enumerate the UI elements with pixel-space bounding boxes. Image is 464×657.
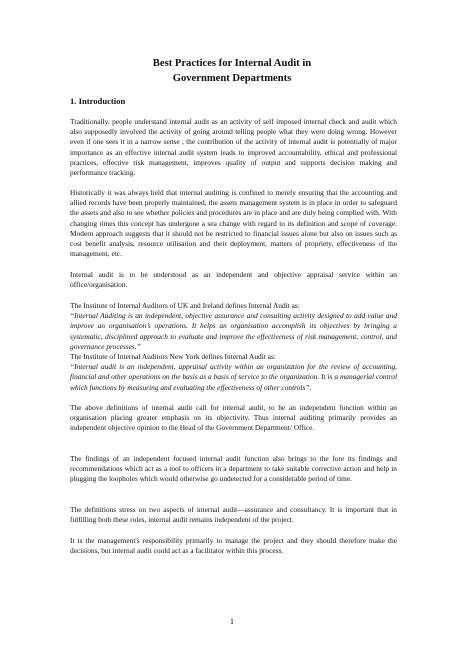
document-title <box>0 56 464 86</box>
paragraph-traditional-view: Traditionally, people understand internal audit as an activity of self imposed internal check and audit which also supposedly involved the activity of going around telling people what they were doing wrong. However even if one sees it in a narrow sense , the contribution of the activity of internal audit is potentially of major importance as an effective internal audit system leads to improved accountability, ethical and professional practices, effective risk management, improves quality of output and supports decision making and performance tracking. <box>70 117 397 178</box>
paragraph-independence: The above definitions of internal audit call for internal audit, to be an independent function within an organisation placing greater emphasis on its objectivity. Thus internal auditing primarily provides an independent objective opinion to the Head of the Government Department/ Office. <box>70 403 397 433</box>
title-line-1: Best Practices for Internal Audit in <box>152 58 312 69</box>
paragraph-historical-view: Historically it was always held that internal auditing is confined to merely ensuring that the accounting and allied records have been properly maintained, the assets management system is in place in order to safeguard the assets and also to see whether policies and procedures are in place and are duly being complied with. With changing times this concept has undergone a sea change with regard to its definition and scope of coverage. Modern approach suggests that it should not be restricted to financial issues alone but also on issues such as cost benefit analysis, resource utilisation and their deployment, matters of propriety, effectiveness of the management, etc. <box>70 188 397 259</box>
paragraph-iia-ny-definition <box>70 352 397 393</box>
paragraph-definition-summary: Internal audit is to be understood as an independent and objective appraisal service within an office/organisation. <box>70 270 397 290</box>
iia-uk-intro: The Institute of Internal Auditors of UK and Ireland defines Internal Audit as: <box>70 301 300 310</box>
page-number: 1 <box>229 617 235 626</box>
title-line-2: Government Departments <box>172 73 292 84</box>
iia-uk-quote: “Internal Auditing is an independent, objective assurance and consulting activity designed to add value and improve an organisation’s operations. It helps an organisation accomplish its objectives by bringing a systematic, disciplined approach to evaluate and improve the effectiveness of risk management, control, and governance processes.” <box>70 311 397 351</box>
section-heading-introduction: 1. Introduction <box>70 96 126 106</box>
paragraph-findings: The findings of an independent focused internal audit function also brings to the fore its findings and recommendations which act as a tool to officers in a department to take suitable corrective action and help in plugging the loopholes which would otherwise go undetected for a considerable period of time. <box>70 454 397 484</box>
iia-ny-intro: The Institute of Internal Auditors New York defines Internal Audit as: <box>70 352 276 361</box>
paragraph-assurance-consultancy: The definitions stress on two aspects of internal audit—assurance and consultancy. It is important that in fulfilling both these roles, internal audit remains independent of the project. <box>70 505 397 525</box>
paragraph-management-responsibility: It is the management's responsibility primarily to manage the project and they should therefore make the decisions, but internal audit could act as a facilitator within this process. <box>70 536 397 556</box>
paragraph-iia-uk-definition <box>70 301 397 352</box>
iia-ny-quote: “Internal audit is an independent, appraisal activity within an organization for the review of accounting, financial and other operations on the basis as a basis of service to the organization. It is a managerial control which functions by measuring and evaluating the effectiveness of other controls”. <box>70 362 397 392</box>
